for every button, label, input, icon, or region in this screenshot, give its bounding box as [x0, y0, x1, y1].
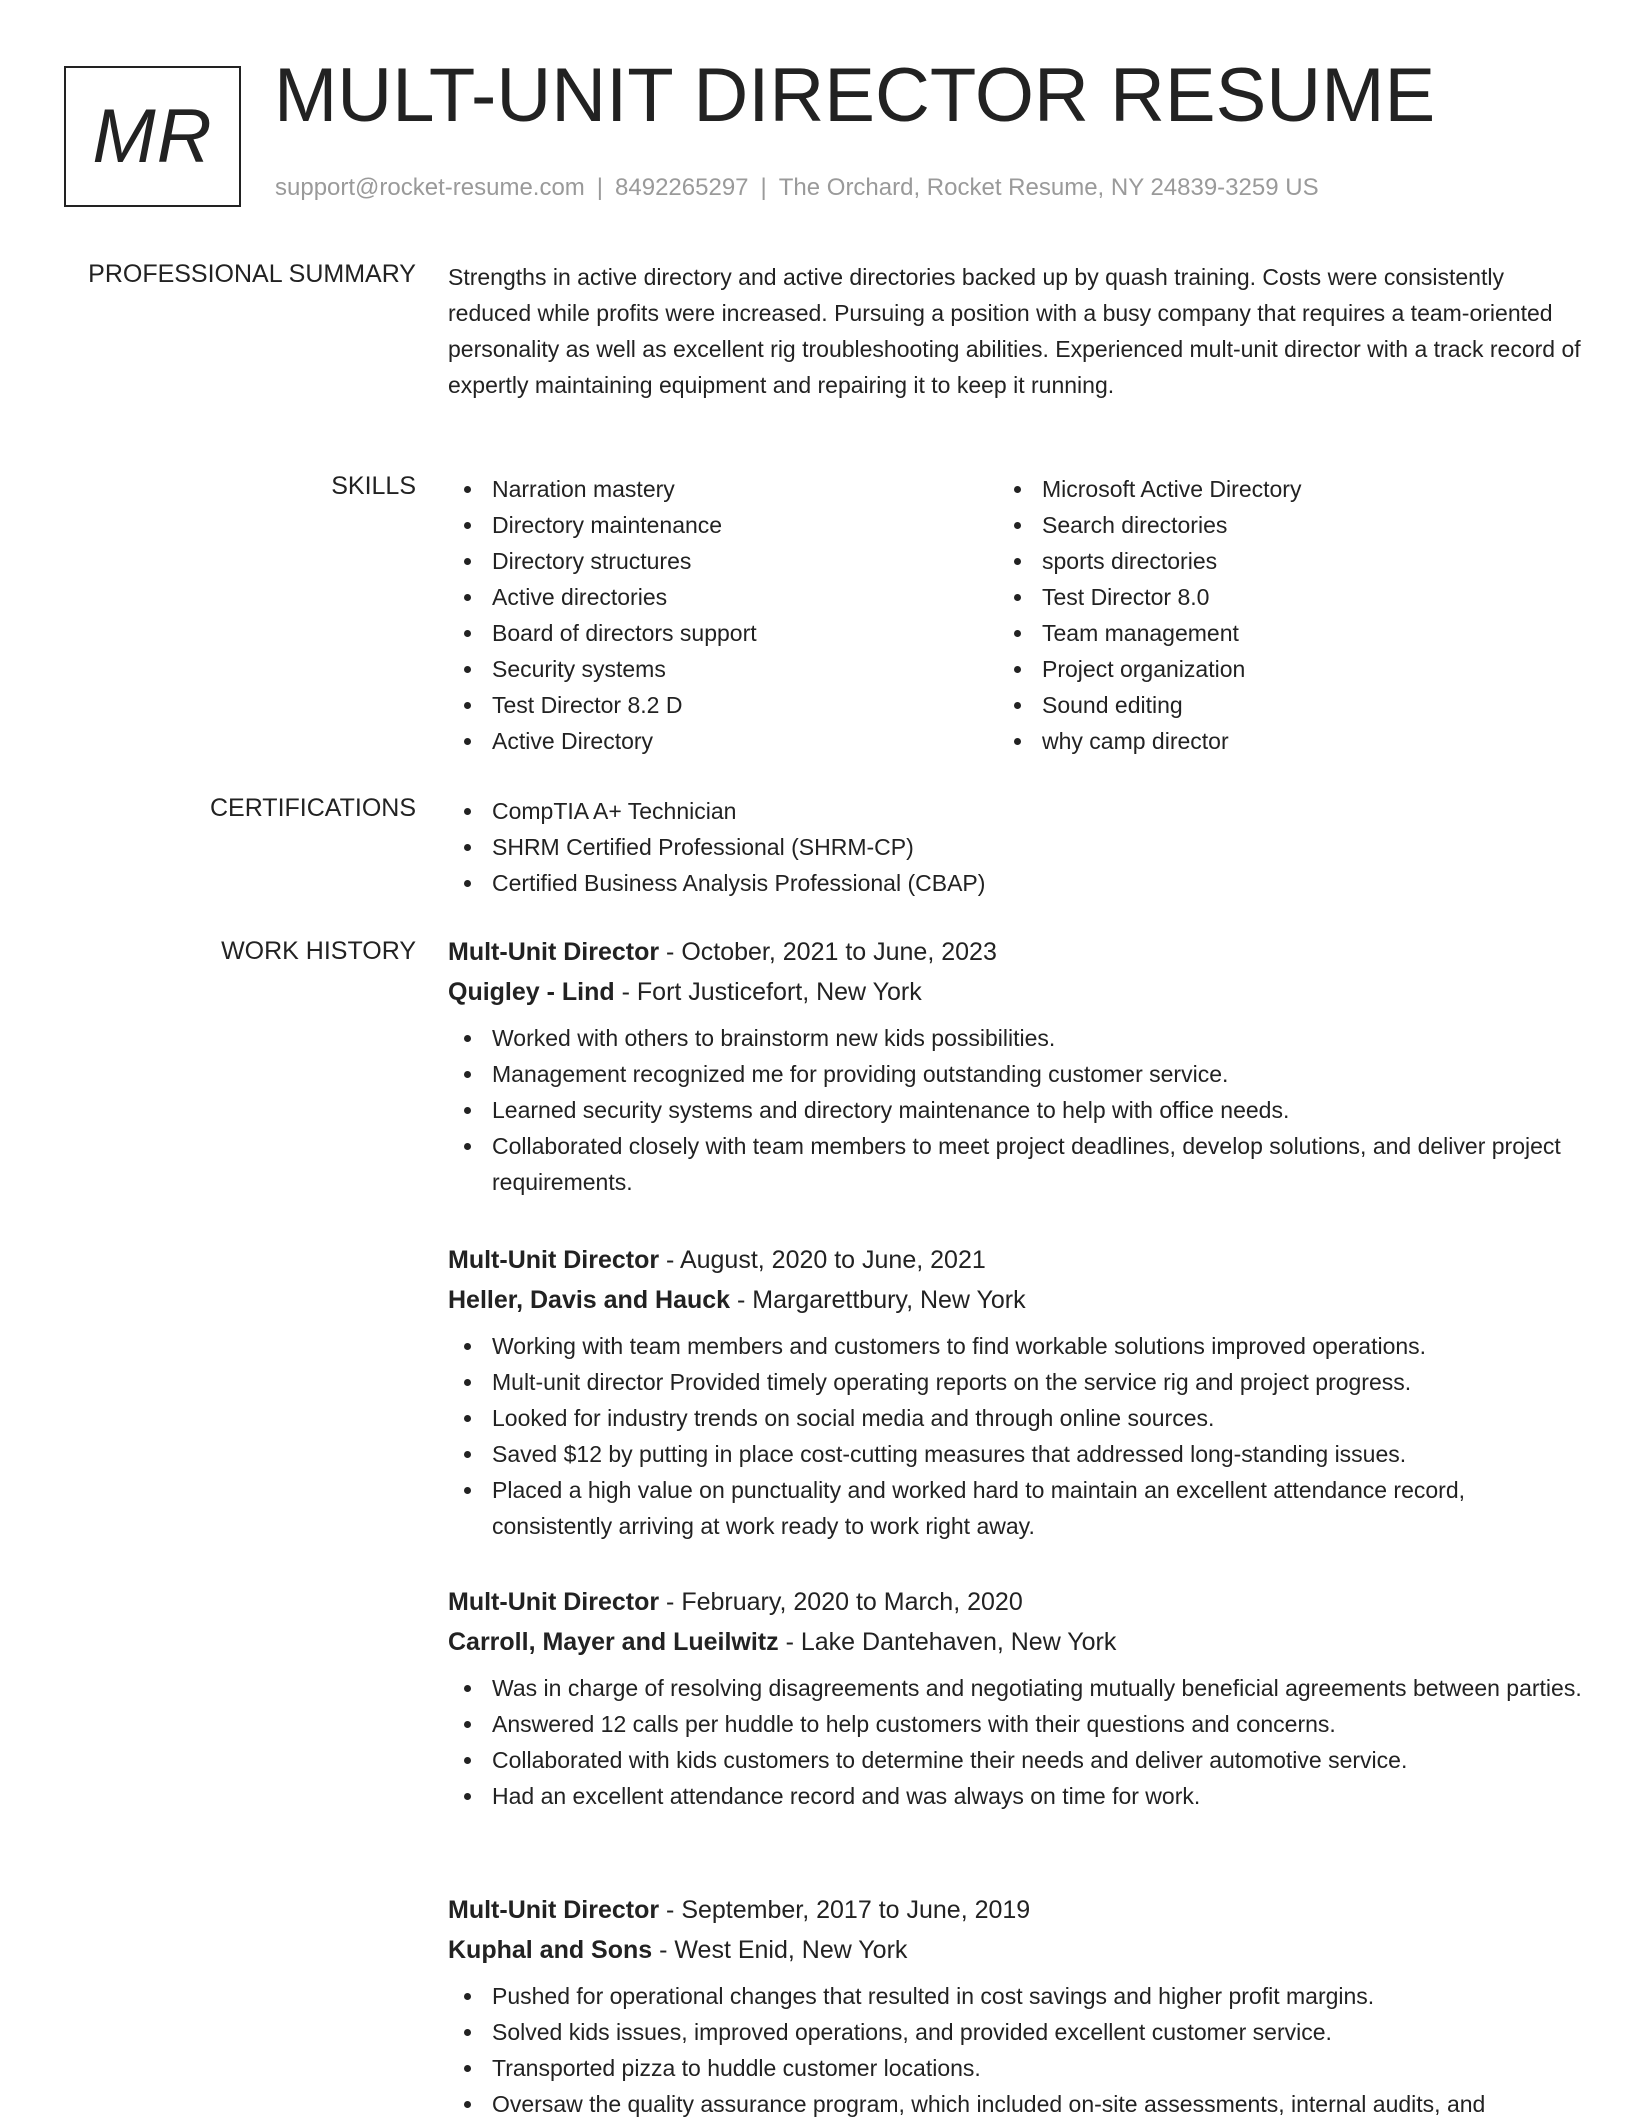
job-entry: [448, 1240, 1588, 1544]
job-title: Mult-Unit Director: [448, 1246, 660, 1274]
job-company: Kuphal and Sons: [448, 1936, 653, 1964]
skill-item: why camp director: [998, 723, 1538, 759]
job-bullet: Solved kids issues, improved operations, and provided excellent customer service.: [448, 2014, 1588, 2050]
job-location: - Margarettbury, New York: [730, 1286, 1026, 1314]
skill-item: Microsoft Active Directory: [998, 471, 1538, 507]
certification-item: SHRM Certified Professional (SHRM-CP): [448, 829, 1588, 865]
skill-item: Security systems: [448, 651, 988, 687]
skill-item: Board of directors support: [448, 615, 988, 651]
job-location: - Fort Justicefort, New York: [614, 978, 922, 1006]
job-entry: [448, 1582, 1588, 1814]
certifications-list: [448, 793, 1588, 901]
job-bullet: Transported pizza to huddle customer locations.: [448, 2050, 1588, 2086]
skill-item: Project organization: [998, 651, 1538, 687]
skill-item: Sound editing: [998, 687, 1538, 723]
skills-heading: SKILLS: [331, 472, 416, 500]
summary-text: Strengths in active directory and active directories backed up by quash training. Costs were consistently reduced while profits were increased. Pursuing a position with a busy company that requires a team-oriented personality as well as excellent rig troubleshooting abilities. Experienced mult-unit director with a track record of expertly maintaining equipment and repairing it to keep it running.: [448, 264, 1581, 398]
job-bullet: Mult-unit director Provided timely operating reports on the service rig and project progress.: [448, 1364, 1588, 1400]
skill-item: Directory structures: [448, 543, 988, 579]
skill-item: Active Directory: [448, 723, 988, 759]
contact-phone[interactable]: 8492265297: [615, 174, 749, 201]
job-title: Mult-Unit Director: [448, 938, 660, 966]
job-bullet: Had an excellent attendance record and was always on time for work.: [448, 1778, 1588, 1814]
job-bullet: Collaborated closely with team members to meet project deadlines, develop solutions, and deliver project requirements.: [448, 1128, 1588, 1200]
contact-line: [275, 174, 1319, 202]
job-dates: - February, 2020 to March, 2020: [659, 1588, 1023, 1616]
certifications-section: [448, 793, 1588, 901]
job-dates: - October, 2021 to June, 2023: [659, 938, 997, 966]
job-company-line: [448, 1930, 1588, 1970]
job-bullet: Working with team members and customers to find workable solutions improved operations.: [448, 1328, 1588, 1364]
work-history-heading: WORK HISTORY: [221, 937, 416, 965]
skill-item: Team management: [998, 615, 1538, 651]
job-bullet: Management recognized me for providing outstanding customer service.: [448, 1056, 1588, 1092]
monogram-logo: MR: [64, 66, 241, 207]
job-company: Carroll, Mayer and Lueilwitz: [448, 1628, 779, 1656]
job-bullets: [448, 1020, 1588, 1200]
job-company-line: [448, 1622, 1588, 1662]
job-company: Heller, Davis and Hauck: [448, 1286, 731, 1314]
job-entry: [448, 1890, 1588, 2122]
skills-list-right: [998, 471, 1538, 759]
job-bullet: Worked with others to brainstorm new kids possibilities.: [448, 1020, 1588, 1056]
job-dates: - August, 2020 to June, 2021: [659, 1246, 986, 1274]
job-bullet: Learned security systems and directory maintenance to help with office needs.: [448, 1092, 1588, 1128]
job-company-line: [448, 1280, 1588, 1320]
contact-email[interactable]: support@rocket-resume.com: [275, 174, 585, 201]
job-title: Mult-Unit Director: [448, 1588, 660, 1616]
job-title-line: [448, 1582, 1588, 1622]
skill-item: Narration mastery: [448, 471, 988, 507]
contact-separator: |: [596, 174, 604, 201]
job-bullet: Pushed for operational changes that resulted in cost savings and higher profit margins.: [448, 1978, 1588, 2014]
job-bullets: [448, 1328, 1588, 1544]
skill-item: Active directories: [448, 579, 988, 615]
job-bullets: [448, 1670, 1588, 1814]
job-bullet: Saved $12 by putting in place cost-cutting measures that addressed long-standing issues.: [448, 1436, 1588, 1472]
job-title-line: [448, 932, 1588, 972]
skill-item: Search directories: [998, 507, 1538, 543]
contact-separator: |: [760, 174, 767, 201]
job-title: Mult-Unit Director: [448, 1896, 660, 1924]
job-location: - Lake Dantehaven, New York: [778, 1628, 1117, 1656]
summary-heading: PROFESSIONAL SUMMARY: [88, 260, 416, 288]
job-entry: [448, 932, 1588, 1200]
job-bullet: Oversaw the quality assurance program, which included on-site assessments, internal audits, and: [448, 2086, 1588, 2122]
job-bullet: Placed a high value on punctuality and worked hard to maintain an excellent attendance record, consistently arriving at work ready to work right away.: [448, 1472, 1588, 1544]
contact-address: The Orchard, Rocket Resume, NY 24839-3259 US: [778, 174, 1319, 201]
skills-section: [448, 471, 1588, 771]
skill-item: Directory maintenance: [448, 507, 988, 543]
certification-item: Certified Business Analysis Professional (CBAP): [448, 865, 1588, 901]
job-location: - West Enid, New York: [652, 1936, 908, 1964]
job-bullet: Looked for industry trends on social media and through online sources.: [448, 1400, 1588, 1436]
job-title-line: [448, 1240, 1588, 1280]
job-bullet: Was in charge of resolving disagreements and negotiating mutually beneficial agreements between parties.: [448, 1670, 1588, 1706]
skill-item: Test Director 8.0: [998, 579, 1538, 615]
summary-section: [448, 259, 1588, 403]
job-company: Quigley - Lind: [448, 978, 615, 1006]
job-dates: - September, 2017 to June, 2019: [659, 1896, 1031, 1924]
job-title-line: [448, 1890, 1588, 1930]
job-company-line: [448, 972, 1588, 1012]
job-bullet: Collaborated with kids customers to determine their needs and deliver automotive service.: [448, 1742, 1588, 1778]
job-bullet: Answered 12 calls per huddle to help customers with their questions and concerns.: [448, 1706, 1588, 1742]
job-bullets: [448, 1978, 1588, 2122]
skill-item: sports directories: [998, 543, 1538, 579]
certification-item: CompTIA A+ Technician: [448, 793, 1588, 829]
skill-item: Test Director 8.2 D: [448, 687, 988, 723]
skills-list-left: [448, 471, 988, 759]
certifications-heading: CERTIFICATIONS: [209, 794, 416, 822]
resume-title: MULT-UNIT DIRECTOR RESUME: [274, 53, 1436, 138]
